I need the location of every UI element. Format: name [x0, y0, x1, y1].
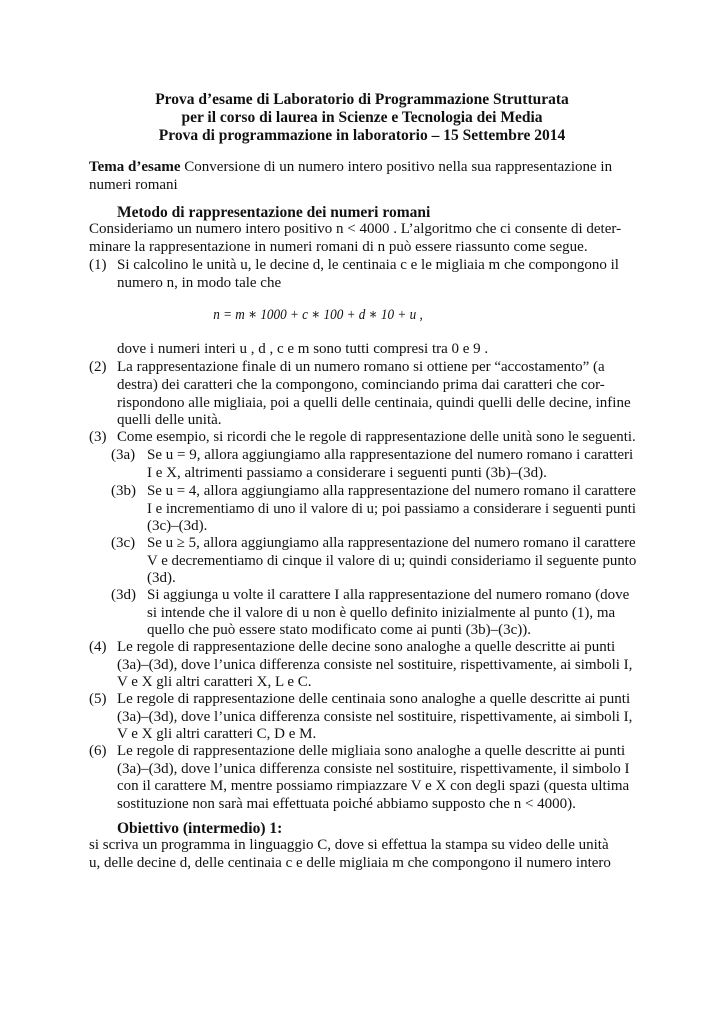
subitem-3c-line-3: (3d). — [147, 570, 176, 586]
title-line-3: Prova di programmazione in laboratorio – 15 Settembre 2014 — [158, 127, 566, 144]
subitem-3a-line-2: I e X, altrimenti passiamo a considerare i seguenti punti (3b)–(3d). — [147, 465, 547, 481]
obiettivo-line-2: u, delle decine d, delle centinaia c e delle migliaia m che compongono il numero intero — [89, 855, 611, 871]
item-3-number: (3) — [89, 429, 107, 445]
title-line-1: Prova d’esame di Laboratorio di Programmazione Strutturata — [155, 91, 569, 108]
item-5-line-3: V e X gli altri caratteri C, D e M. — [117, 726, 317, 742]
tema-text: Conversione di un numero intero positivo nella sua rappresentazione in — [184, 159, 613, 175]
subitem-3d-line-3: quello che può essere stato modificato come ai punti (3b)–(3c)). — [147, 622, 532, 638]
item-5-line-2: (3a)–(3d), dove l’unica differenza consiste nel sostituire, rispettivamente, ai simboli I, — [117, 709, 633, 725]
item-6-line-4: sostituzione non sarà mai effettuata poiché abbiamo supposto che n < 4000). — [117, 796, 576, 812]
item-4-number: (4) — [89, 639, 107, 655]
formula: n = m ∗ 1000 + c ∗ 100 + d ∗ 10 + u , — [213, 307, 423, 323]
subitem-3b-line-1: Se u = 4, allora aggiungiamo alla rappresentazione del numero romano il carattere — [147, 483, 636, 499]
tema-label: Tema d’esame — [89, 159, 181, 175]
item-6-line-1: Le regole di rappresentazione delle migliaia sono analoghe a quelle descritte ai punti — [117, 743, 626, 759]
subitem-3a-line-1: Se u = 9, allora aggiungiamo alla rappresentazione del numero romano i caratteri — [147, 447, 634, 463]
item-2-line-3: rispondono alle migliaia, poi a quelli delle centinaia, quindi quelli delle decine, infine — [117, 395, 631, 411]
item-6-number: (6) — [89, 743, 107, 759]
subitem-3a-number: (3a) — [111, 447, 136, 463]
subitem-3b-number: (3b) — [111, 483, 136, 499]
item-3-line-1: Come esempio, si ricordi che le regole di rappresentazione delle unità sono le seguenti. — [117, 429, 636, 445]
item-1-line-3: dove i numeri interi u , d , c e m sono tutti compresi tra 0 e 9 . — [117, 341, 489, 357]
item-1-line-2: numero n, in modo tale che — [117, 275, 282, 291]
subitem-3d-number: (3d) — [111, 587, 136, 603]
subitem-3c-line-2: V e decrementiamo di cinque il valore di u; quindi consideriamo il seguente punto — [147, 553, 637, 569]
subitem-3d-line-1: Si aggiunga u volte il carattere I alla rappresentazione del numero romano (dove — [147, 587, 630, 603]
item-2-line-4: quelli delle unità. — [117, 412, 222, 428]
item-4-line-1: Le regole di rappresentazione delle decine sono analoghe a quelle descritte ai punti — [117, 639, 616, 655]
metodo-line-1: Consideriamo un numero intero positivo n < 4000 . L’algoritmo che ci consente di deter- — [89, 221, 622, 237]
item-4-line-3: V e X gli altri caratteri X, L e C. — [117, 674, 312, 690]
item-5-line-1: Le regole di rappresentazione delle centinaia sono analoghe a quelle descritte ai punti — [117, 691, 631, 707]
metodo-heading: Metodo di rappresentazione dei numeri romani — [117, 204, 431, 221]
subitem-3d-line-2: si intende che il valore di u non è quello definito inizialmente al punto (1), ma — [147, 605, 616, 621]
item-2-number: (2) — [89, 359, 107, 375]
subitem-3b-line-2: I e incrementiamo di uno il valore di u; poi passiamo a considerare i seguenti punti — [147, 501, 636, 517]
item-4-line-2: (3a)–(3d), dove l’unica differenza consiste nel sostituire, rispettivamente, ai simboli I, — [117, 657, 633, 673]
item-6-line-3: con il carattere M, mentre possiamo rimpiazzare V e X con degli spazi (questa ultima — [117, 778, 630, 794]
subitem-3b-line-3: (3c)–(3d). — [147, 518, 208, 534]
tema-line-2: numeri romani — [89, 177, 178, 193]
subitem-3c-number: (3c) — [111, 535, 136, 551]
item-5-number: (5) — [89, 691, 107, 707]
obiettivo-line-1: si scriva un programma in linguaggio C, dove si effettua la stampa su video delle unità — [89, 837, 609, 853]
item-1-number: (1) — [89, 257, 107, 273]
item-6-line-2: (3a)–(3d), dove l’unica differenza consiste nel sostituire, rispettivamente, il simbolo I — [117, 761, 630, 777]
item-1-line-1: Si calcolino le unità u, le decine d, le centinaia c e le migliaia m che compongono il — [117, 257, 619, 273]
title-line-2: per il corso di laurea in Scienze e Tecnologia dei Media — [181, 109, 543, 126]
item-2-line-1: La rappresentazione finale di un numero romano si ottiene per “accostamento” (a — [117, 359, 605, 375]
subitem-3c-line-1: Se u ≥ 5, allora aggiungiamo alla rappresentazione del numero romano il carattere — [147, 535, 636, 551]
metodo-line-2: minare la rappresentazione in numeri romani di n può essere riassunto come segue. — [89, 239, 588, 255]
item-2-line-2: destra) dei caratteri che la compongono, cominciando prima dai caratteri che cor- — [117, 377, 605, 393]
obiettivo-heading: Obiettivo (intermedio) 1: — [117, 820, 283, 837]
tema-line-1 — [89, 158, 612, 177]
